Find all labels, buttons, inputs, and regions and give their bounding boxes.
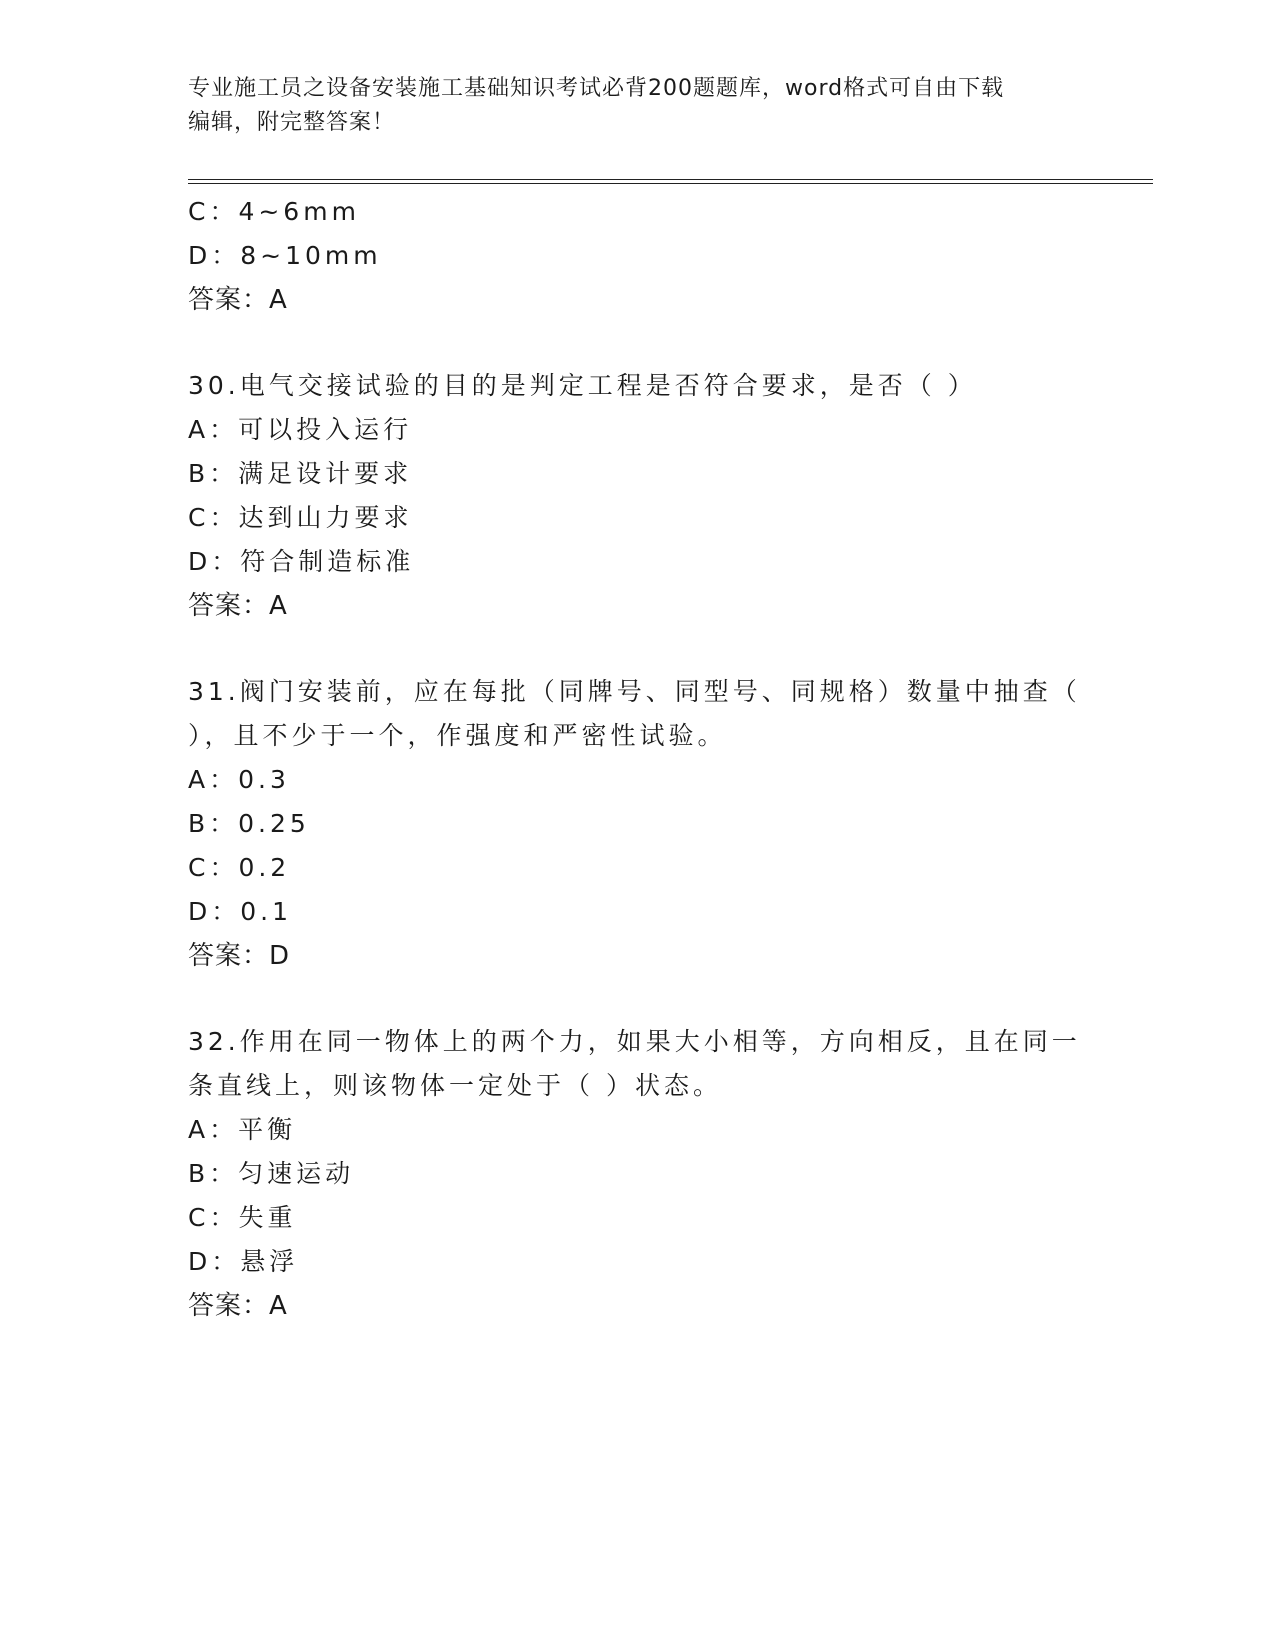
q31-stem-line-1: 31.阀门安装前，应在每批（同牌号、同型号、同规格）数量中抽查（ (188, 677, 1081, 706)
q31-answer: 答案：D (188, 941, 291, 971)
q31-option-b: B：0.25 (188, 809, 310, 838)
q32-option-c: C：失重 (188, 1203, 297, 1232)
header-divider-bottom (188, 183, 1153, 184)
q32-stem-line-2: 条直线上，则该物体一定处于（ ）状态。 (188, 1071, 722, 1100)
q31-option-d: D：0.1 (188, 897, 293, 926)
q32-option-d: D：悬浮 (188, 1247, 299, 1276)
q30-option-a: A：可以投入运行 (188, 415, 413, 444)
header-divider-top (188, 179, 1153, 180)
q31-option-c: C：0.2 (188, 853, 291, 882)
q30-option-d: D：符合制造标准 (188, 547, 415, 576)
header-line-1: 专业施工员之设备安装施工基础知识考试必背200题题库，word格式可自由下载 (188, 76, 1005, 101)
q30-option-b: B：满足设计要求 (188, 459, 413, 488)
document-header (188, 72, 1088, 140)
q32-answer: 答案：A (188, 1291, 288, 1321)
prev-answer: 答案：A (188, 285, 288, 315)
header-line-2: 编辑，附完整答案！ (188, 110, 396, 135)
q32-option-b: B：匀速运动 (188, 1159, 355, 1188)
q31-stem-line-2: ），且不少于一个，作强度和严密性试验。 (188, 721, 727, 750)
q30-option-c: C：达到山力要求 (188, 503, 413, 532)
prev-option-c: C：4~6mm (188, 197, 360, 226)
q32-option-a: A：平衡 (188, 1115, 297, 1144)
q31-option-a: A：0.3 (188, 765, 290, 794)
q32-stem-line-1: 32.作用在同一物体上的两个力，如果大小相等，方向相反，且在同一 (188, 1027, 1081, 1056)
q30-answer: 答案：A (188, 591, 288, 621)
prev-option-d: D：8~10mm (188, 241, 382, 270)
q30-stem: 30.电气交接试验的目的是判定工程是否符合要求，是否（ ） (188, 371, 977, 400)
